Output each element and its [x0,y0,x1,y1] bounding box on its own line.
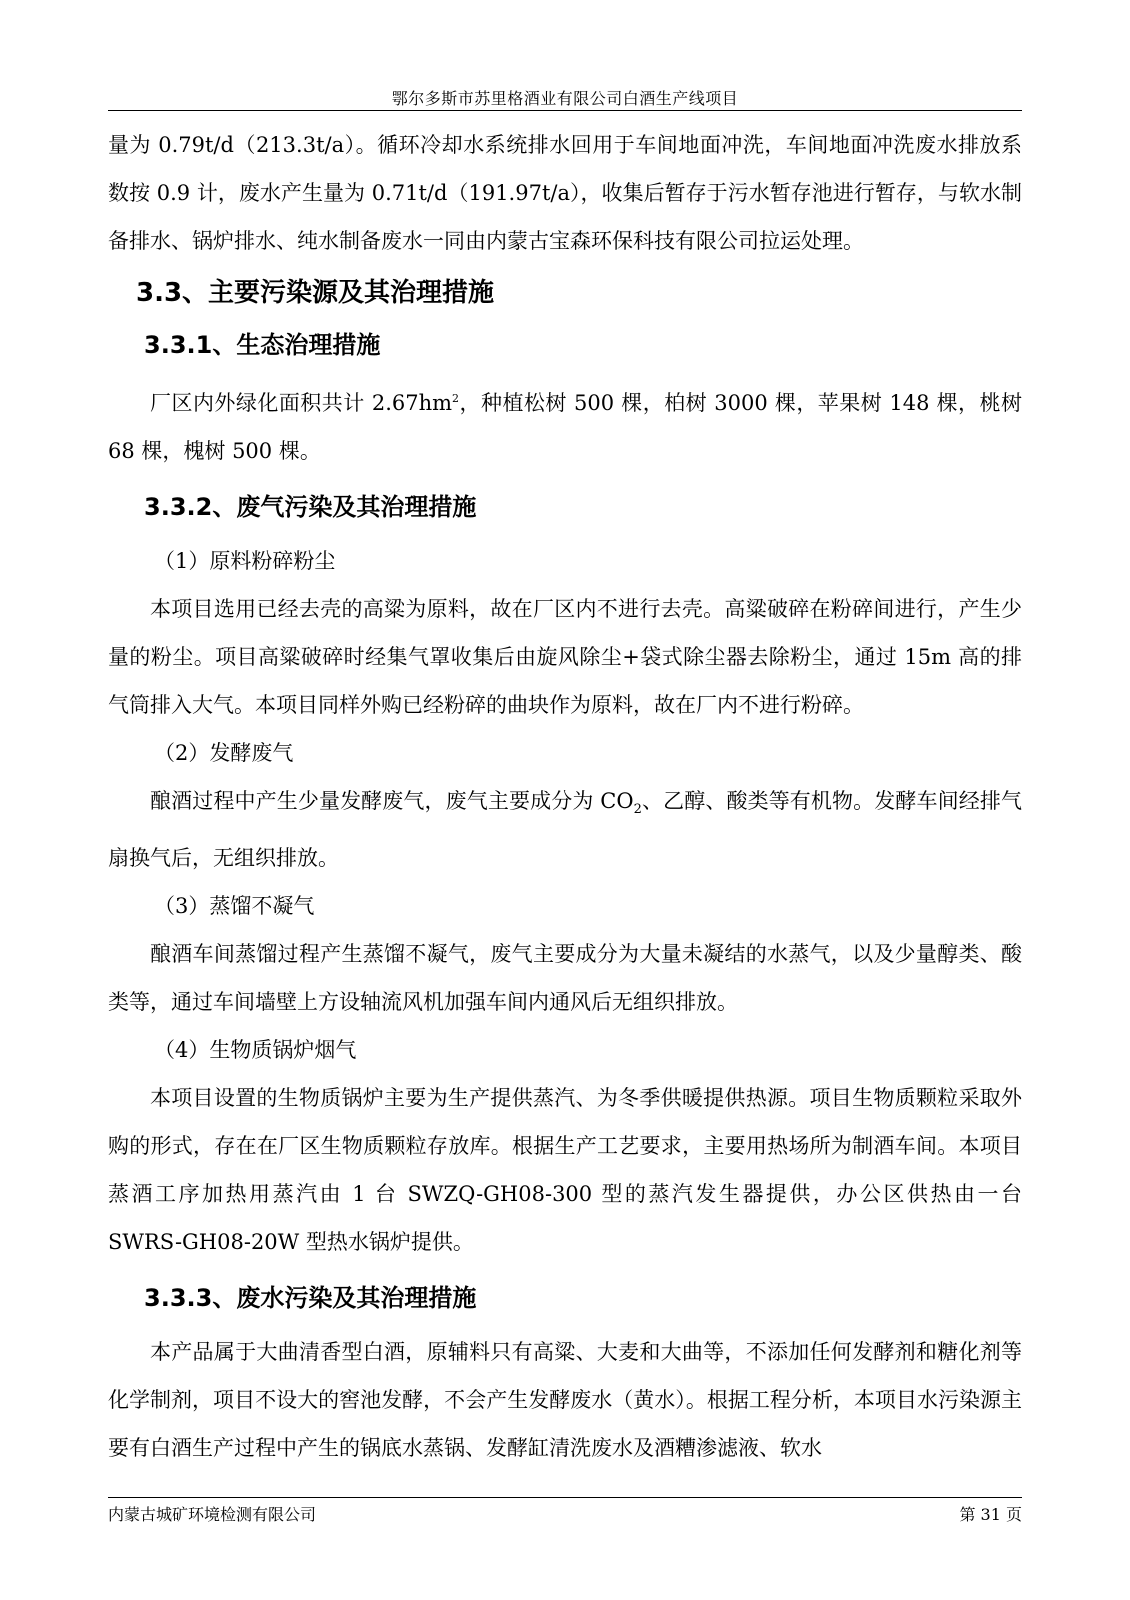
subheading-fermentation: （2）发酵废气 [154,741,294,765]
subheading-distillation: （3）蒸馏不凝气 [154,894,315,919]
paragraph-dust: 本项目选用已经去壳的高粱为原料，故在厂区内不进行去壳。高粱破碎在粉碎间进行，产生少量的粉尘。项目高粱破碎时经集气罩收集后由旋风除尘+袋式除尘器去除粉尘，通过 15m 高的排气筒排入大气。本项目同样外购已经粉碎的曲块作为原料，故在厂内不进行粉碎。 [108,597,1022,717]
subheading-dust: （1）原料粉碎粉尘 [154,549,336,573]
header-rule [108,110,1022,111]
footer-company: 内蒙古城矿环境检测有限公司 [108,1505,317,1524]
paragraph-ecology [108,375,1022,475]
paragraph-intro: 量为 0.79t/d（213.3t/a）。循环冷却水系统排水回用于车间地面冲洗，车间地面冲洗废水排放系数按 0.9 计，废水产生量为 0.71t/d（191.97t/a），收集后暂存于污水暂存池进行暂存，与软水制备排水、锅炉排水、纯水制备废水一同由内蒙古宝森环保科技有限公司拉运处理。 [108,133,1022,253]
paragraph-distillation: 酿酒车间蒸馏过程产生蒸馏不凝气，废气主要成分为大量未凝结的水蒸气，以及少量醇类、酸类等，通过车间墙壁上方设轴流风机加强车间内通风后无组织排放。 [108,942,1022,1015]
section-heading-3-3-3: 3.3.3、废水污染及其治理措施 [144,1284,477,1313]
section-heading-3-3: 3.3、主要污染源及其治理措施 [136,278,495,308]
running-header: 鄂尔多斯市苏里格酒业有限公司白酒生产线项目 [391,89,739,108]
footer-page-number: 第 31 页 [959,1505,1022,1524]
paragraph-wastewater: 本产品属于大曲清香型白酒，原辅料只有高粱、大麦和大曲等，不添加任何发酵剂和糖化剂等化学制剂，项目不设大的窖池发酵，不会产生发酵废水（黄水）。根据工程分析，本项目水污染源主要有白酒生产过程中产生的锅底水蒸锅、发酵缸清洗废水及酒糟渗滤液、软水 [108,1340,1022,1461]
ecology-text-b: ，种植松树 500 棵，柏树 3000 棵，苹果树 148 棵，桃树 68 棵，槐树 500 棵。 [108,391,1022,463]
footer-rule [108,1497,1022,1498]
fermentation-text-a: 酿酒过程中产生少量发酵废气，废气主要成分为 CO [150,789,634,813]
section-heading-3-3-2: 3.3.2、废气污染及其治理措施 [144,493,477,521]
fermentation-text-b: 、乙醇、酸类等有机物。发酵车间经排气扇换气后，无组织排放。 [108,789,1022,871]
fermentation-subscript: 2 [633,802,642,818]
paragraph-boiler: 本项目设置的生物质锅炉主要为生产提供蒸汽、为冬季供暖提供热源。项目生物质颗粒采取外购的形式，存在在厂区生物质颗粒存放库。根据生产工艺要求，主要用热场所为制酒车间。本项目蒸酒工序加热用蒸汽由 1 台 SWZQ-GH08-300 型的蒸汽发生器提供，办公区供热由一台 SWRS-GH08-20W 型热水锅炉提供。 [108,1086,1022,1255]
paragraph-fermentation [108,777,1022,882]
page-content [108,121,1022,1472]
ecology-text-a: 厂区内外绿化面积共计 2.67hm [150,391,453,415]
section-heading-3-3-1: 3.3.1、生态治理措施 [144,331,381,359]
ecology-superscript: 2 [452,392,460,405]
subheading-boiler: （4）生物质锅炉烟气 [154,1038,357,1063]
